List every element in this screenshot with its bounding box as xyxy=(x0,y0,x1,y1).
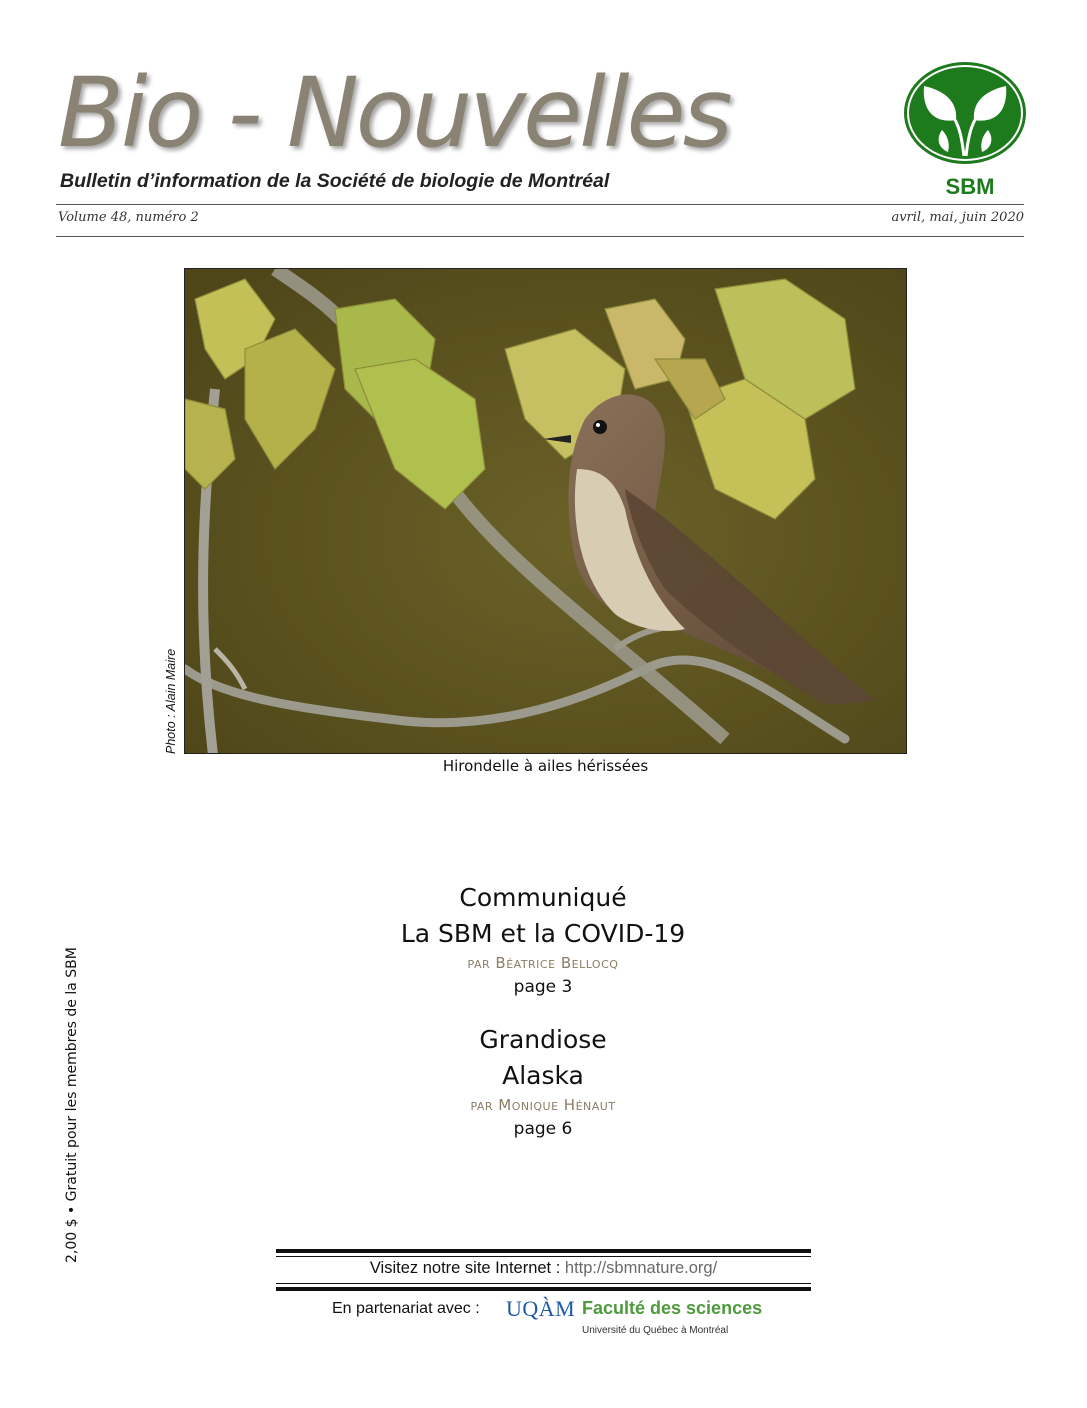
sbm-logo xyxy=(902,60,1028,166)
photo-caption: Hirondelle à ailes hérissées xyxy=(442,757,649,775)
website-link[interactable]: http://sbmnature.org/ xyxy=(564,1259,718,1277)
leaf-sprout-icon xyxy=(902,60,1028,166)
feature-article xyxy=(200,880,886,1000)
feature-article xyxy=(200,1022,886,1142)
newsletter-subtitle: Bulletin d’information de la Société de biologie de Montréal xyxy=(60,170,610,192)
issue-date: avril, mai, juin 2020 xyxy=(891,210,1024,225)
footer-rule xyxy=(276,1249,811,1253)
feature-page: page 6 xyxy=(513,1119,573,1139)
cover-photo xyxy=(184,268,907,754)
partner-label: En partenariat avec : xyxy=(332,1300,480,1317)
footer-rule xyxy=(276,1287,811,1291)
university-name: Université du Québec à Montréal xyxy=(582,1325,729,1336)
feature-byline: par Monique Hénaut xyxy=(470,1096,616,1114)
newsletter-title: Bio - Nouvelles xyxy=(58,57,730,169)
footer-rule xyxy=(276,1283,811,1284)
price-note: 2,00 $ • Gratuit pour les membres de la SBM xyxy=(64,947,80,1263)
logo-text: SBM xyxy=(945,174,995,199)
swallow-on-branch-illustration xyxy=(185,269,907,754)
feature-list xyxy=(200,880,886,1142)
feature-title: Communiqué xyxy=(459,883,627,912)
feature-title: La SBM et la COVID-19 xyxy=(400,919,686,948)
website-line xyxy=(276,1259,811,1278)
photo-credit: Photo : Alain Maire xyxy=(164,648,178,754)
header-rule-top xyxy=(56,204,1024,205)
feature-page: page 3 xyxy=(513,977,573,997)
header-rule-bottom xyxy=(56,236,1024,237)
website-label: Visitez notre site Internet : xyxy=(369,1259,561,1277)
volume-number: Volume 48, numéro 2 xyxy=(58,210,199,225)
faculty-name: Faculté des sciences xyxy=(582,1298,763,1318)
feature-title: Alaska xyxy=(502,1061,584,1090)
feature-title: Grandiose xyxy=(479,1025,607,1054)
footer-rule xyxy=(276,1256,811,1257)
uqam-logo: UQÀM xyxy=(506,1296,576,1321)
feature-byline: par Béatrice Bellocq xyxy=(467,954,619,972)
